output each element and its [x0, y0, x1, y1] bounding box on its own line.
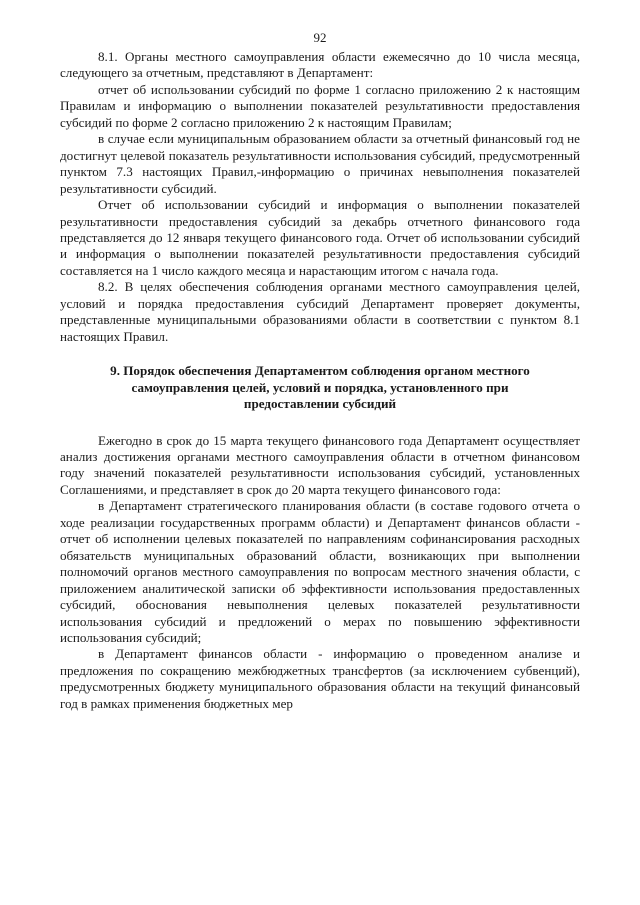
- paragraph-target-not-met: в случае если муниципальным образованием области за отчетный финансовый год не достигнут целевой показатель результативности использования субсидий, предусмотренный пунктом 7.3 настоящих Правил,-информацию о причинах невыполнения показателей результативности субсидий.: [60, 131, 580, 196]
- paragraph-report-form: отчет об использовании субсидий по форме 1 согласно приложению 2 к настоящим Правилам и информацию о выполнении показателей результативности предоставления субсидий по форме 2 согласно приложению 2 к настоящим Правилам;: [60, 81, 580, 130]
- section-9-heading: 9. Порядок обеспечения Департаментом соблюдения органом местного самоуправления целей, условий и порядка, установленного при предоставлении субсидий: [110, 363, 530, 412]
- paragraph-8-1: 8.1. Органы местного самоуправления области ежемесячно до 10 числа месяца, следующего за отчетным, представляют в Департамент:: [60, 49, 580, 81]
- paragraph-8-2: 8.2. В целях обеспечения соблюдения органами местного самоуправления целей, условий и порядка предоставления субсидий Департамент проверяет документы, представленные муниципальными образованиями области в соответствии с пунктом 8.1 настоящих Правил.: [60, 279, 580, 344]
- paragraph-december-report: Отчет об использовании субсидий и информация о выполнении показателей результативности предоставления субсидий за декабрь отчетного финансового года представляется до 12 января текущего финансового года. Отчет об использовании субсидий и информация о выполнении показателей результативности предоставления субсидий составляется на 1 число каждого месяца и нарастающим итогом с начала года.: [60, 197, 580, 278]
- paragraph-finance-department: в Департамент финансов области - информацию о проведенном анализе и предложения по сокращению межбюджетных трансфертов (за исключением субвенций), предусмотренных бюджету муниципального образования области на текущий финансовый год в рамках применения бюджетных мер: [60, 646, 580, 711]
- page-number: 92: [313, 30, 327, 45]
- paragraph-annual-analysis: Ежегодно в срок до 15 марта текущего финансового года Департамент осуществляет анализ достижения органами местного самоуправления области в отчетном финансовом году значений показателей результативности использования субсидий, установленных Соглашениями, и представляет в срок до 20 марта текущего финансового года:: [60, 432, 580, 497]
- paragraph-strategic-planning: в Департамент стратегического планирования области (в составе годового отчета о ходе реализации государственных программ области) и Департамент финансов области - отчет об исполнении целевых показателей по направлениям софинансирования расходных обязательств муниципальных образований области, возникающих при выполнении полномочий органов местного самоуправления по вопросам местного значения области, с приложением аналитической записки об эффективности использования предоставленных субсидий, обоснования невыполнения целевых показателей результативности использования субсидий и предложений о мерах по повышению эффективности использования субсидий;: [60, 498, 580, 645]
- section-8-text: [60, 49, 580, 345]
- section-9-text: [60, 433, 580, 713]
